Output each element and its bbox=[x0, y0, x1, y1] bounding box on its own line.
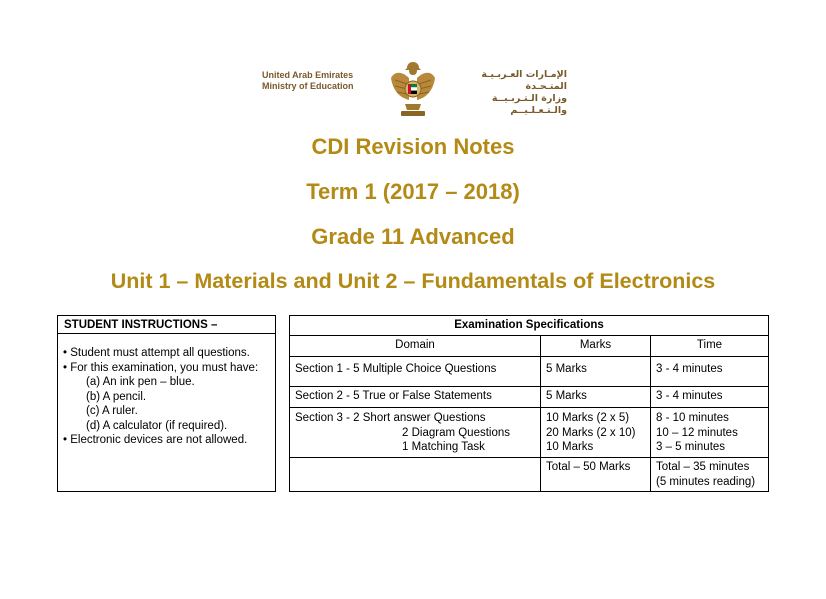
country-name-ar: الإمـارات العـربـيـة المتـحـدة bbox=[481, 69, 567, 92]
marks-cell bbox=[541, 387, 651, 407]
marks-cell bbox=[541, 408, 651, 457]
column-header: Time bbox=[696, 339, 723, 351]
time-cell bbox=[651, 408, 768, 457]
domain-cell bbox=[290, 408, 541, 457]
cell-text: 8 - 10 minutes bbox=[656, 412, 729, 424]
domain-cell bbox=[290, 387, 541, 407]
unit-title: Unit 1 – Materials and Unit 2 – Fundamentals of Electronics bbox=[110, 269, 716, 293]
cell-text: 2 Diagram Questions bbox=[402, 426, 511, 439]
cell-text: 1 Matching Task bbox=[402, 441, 485, 453]
ministry-name-arabic bbox=[457, 69, 567, 117]
time-cell bbox=[651, 357, 768, 386]
instruction-item: • For this examination, you must have: bbox=[63, 361, 259, 374]
total-marks-cell bbox=[541, 458, 651, 491]
instruction-item: (b) A pencil. bbox=[86, 390, 147, 403]
cell-text: 10 Marks (2 x 5) bbox=[546, 412, 630, 424]
grade-title: Grade 11 Advanced bbox=[311, 224, 515, 249]
cell-text: 3 – 5 minutes bbox=[656, 441, 726, 453]
ministry-name-english bbox=[262, 70, 370, 92]
table-total-row bbox=[290, 458, 768, 491]
uae-eagle-emblem-icon bbox=[387, 56, 439, 120]
domain-cell bbox=[290, 357, 541, 386]
instruction-item: (d) A calculator (if required). bbox=[86, 419, 228, 432]
exam-specifications-table bbox=[289, 315, 769, 492]
cell-text: Section 3 - 2 Short answer Questions bbox=[295, 412, 486, 424]
table-row bbox=[290, 357, 768, 387]
marks-cell bbox=[541, 357, 651, 386]
domain-cell bbox=[290, 458, 541, 491]
cell-text: (5 minutes reading) bbox=[656, 475, 756, 488]
table-title: Examination Specifications bbox=[454, 319, 604, 331]
time-cell bbox=[651, 387, 768, 407]
ministry-name-ar: وزارة الـتـربـيــة والـتـعـلـيــم bbox=[491, 93, 567, 116]
cell-text: Section 2 - 5 True or False Statements bbox=[295, 390, 492, 402]
instruction-item: (a) An ink pen – blue. bbox=[86, 376, 195, 388]
document-title: CDI Revision Notes bbox=[311, 134, 515, 159]
cell-text: Section 1 - 5 Multiple Choice Questions bbox=[295, 363, 497, 375]
instruction-item: • Electronic devices are not allowed. bbox=[63, 434, 248, 446]
instruction-item: (c) A ruler. bbox=[86, 405, 138, 417]
table-row bbox=[290, 387, 768, 408]
cell-text: 5 Marks bbox=[546, 363, 587, 375]
total-time-cell bbox=[651, 458, 768, 491]
instructions-heading: STUDENT INSTRUCTIONS – bbox=[58, 316, 275, 334]
term-title: Term 1 (2017 – 2018) bbox=[306, 179, 520, 204]
column-header: Domain bbox=[290, 336, 541, 356]
cell-text: 10 Marks bbox=[546, 441, 594, 453]
student-instructions-box bbox=[57, 315, 276, 492]
cell-text: Total – 35 minutes bbox=[656, 461, 750, 473]
cell-text: 5 Marks bbox=[546, 390, 587, 402]
table-header-row bbox=[290, 336, 768, 357]
ministry-header bbox=[0, 52, 826, 122]
cell-text: 3 - 4 minutes bbox=[656, 390, 723, 402]
table-title-row bbox=[290, 316, 768, 336]
cell-text: Total – 50 Marks bbox=[546, 461, 631, 473]
country-name-en: United Arab Emirates bbox=[262, 70, 354, 80]
ministry-name-en: Ministry of Education bbox=[262, 81, 354, 91]
column-header: Marks bbox=[541, 336, 651, 356]
instructions-list bbox=[58, 334, 275, 448]
cell-text: 10 – 12 minutes bbox=[656, 426, 738, 439]
instruction-item: • Student must attempt all questions. bbox=[63, 347, 250, 359]
cell-text: 20 Marks (2 x 10) bbox=[546, 426, 636, 439]
table-row bbox=[290, 408, 768, 458]
cell-text: 3 - 4 minutes bbox=[656, 363, 723, 375]
